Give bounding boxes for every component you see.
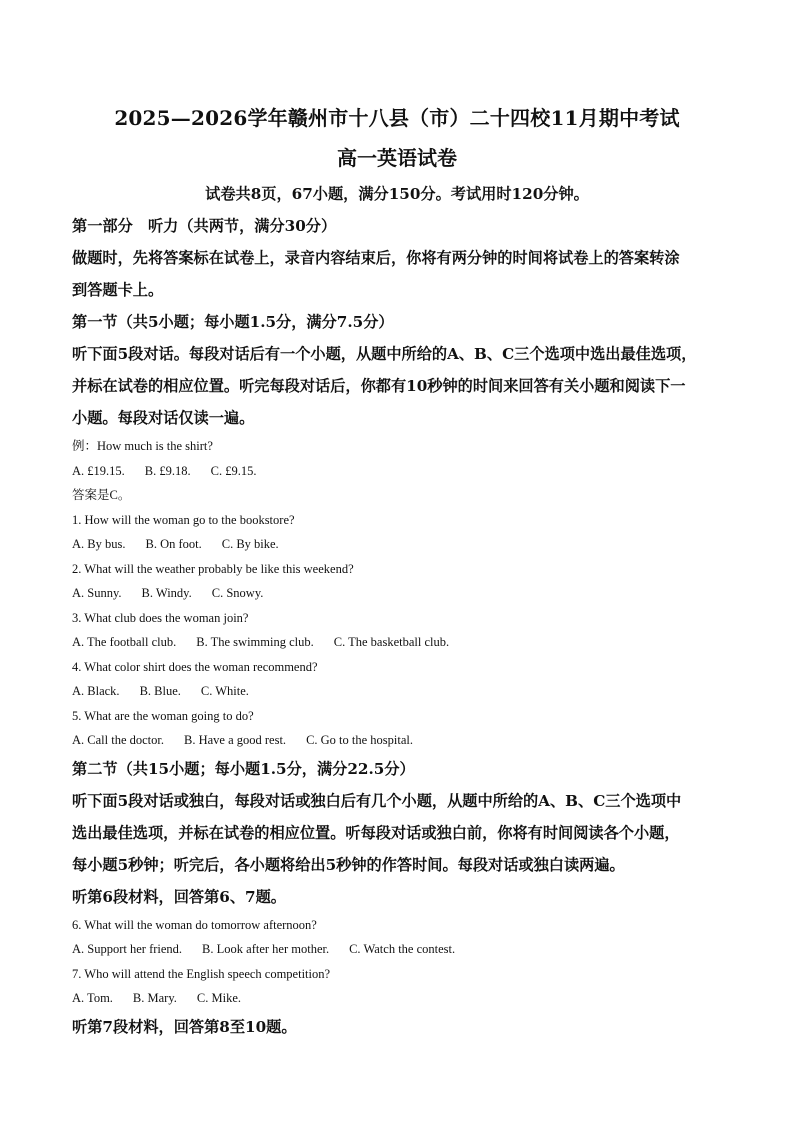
option-b: B. Windy. (141, 586, 192, 600)
question-2-options (72, 581, 722, 606)
option-a: A. By bus. (72, 537, 126, 551)
example-answer: 答案是C。 (72, 488, 131, 502)
option-c: C. Mike. (196, 991, 242, 1005)
exam-subtitle: 高一英语试卷 (337, 146, 457, 170)
option-b: B. Mary. (132, 991, 177, 1005)
option-b: B. Blue. (139, 684, 181, 698)
example-options (72, 459, 722, 484)
section2-heading: 第二节（共15小题；每小题1.5分，满分22.5分） (72, 759, 415, 778)
question-1: 1. How will the woman go to the bookstore? (72, 512, 295, 527)
option-a: A. £19.15. (72, 463, 125, 478)
option-a: A. Black. (72, 684, 120, 698)
option-a: A. Call the doctor. (72, 733, 164, 747)
exam-title: 2025—2026学年赣州市十八县（市）二十四校11月期中考试 (114, 106, 680, 130)
option-c: C. By bike. (221, 537, 279, 551)
question-2: 2. What will the weather probably be like this weekend? (72, 561, 354, 576)
question-4: 4. What color shirt does the woman recommend? (72, 659, 318, 674)
option-a: A. Tom. (72, 991, 113, 1005)
material-7-heading: 听第7段材料，回答第8至10题。 (72, 1017, 297, 1036)
section2-instruction: 选出最佳选项，并标在试卷的相应位置。听每段对话或独白前，你将有时间阅读各个小题， (72, 823, 680, 842)
section2-instruction: 每小题5秒钟；听完后，各小题将给出5秒钟的作答时间。每段对话或独白读两遍。 (72, 855, 625, 874)
material-6-heading: 听第6段材料，回答第6、7题。 (72, 887, 286, 906)
question-3-options (72, 630, 722, 655)
option-c: C. The basketball club. (333, 635, 450, 649)
option-b: B. The swimming club. (196, 635, 314, 649)
part1-heading: 第一部分 听力（共两节，满分30分） (72, 217, 337, 235)
option-c: C. Snowy. (211, 586, 264, 600)
option-b: B. On foot. (145, 537, 202, 551)
option-a: A. Support her friend. (72, 942, 183, 956)
option-a: A. The football club. (72, 635, 177, 649)
question-1-options (72, 532, 722, 557)
option-a: A. Sunny. (72, 586, 122, 600)
part1-instruction: 做题时，先将答案标在试卷上，录音内容结束后，你将有两分钟的时间将试卷上的答案转涂 (72, 249, 680, 267)
part1-instruction: 到答题卡上。 (72, 281, 164, 299)
exam-content (72, 178, 722, 1043)
option-b: B. Look after her mother. (202, 942, 330, 956)
question-5: 5. What are the woman going to do? (72, 708, 254, 723)
question-5-options (72, 728, 722, 753)
section1-instruction: 小题。每段对话仅读一遍。 (72, 409, 255, 427)
exam-intro: 试卷共8页，67小题，满分150分。考试用时120分钟。 (205, 185, 589, 203)
question-4-options (72, 679, 722, 704)
option-c: C. White. (200, 684, 249, 698)
option-b: B. Have a good rest. (184, 733, 287, 747)
example-question: 例：How much is the shirt? (72, 439, 213, 453)
section1-instruction: 听下面5段对话。每段对话后有一个小题，从题中所给的A、B、C三个选项中选出最佳选项， (72, 345, 697, 363)
option-c: C. Watch the contest. (349, 942, 456, 956)
section2-instruction: 听下面5段对话或独白，每段对话或独白后有几个小题，从题中所给的A、B、C三个选项中 (72, 791, 682, 810)
question-7-options (72, 986, 722, 1011)
option-c: C. Go to the hospital. (306, 733, 414, 747)
question-6-options (72, 937, 722, 962)
section1-heading: 第一节（共5小题；每小题1.5分，满分7.5分） (72, 313, 394, 331)
question-6: 6. What will the woman do tomorrow afternoon? (72, 917, 317, 932)
question-3: 3. What club does the woman join? (72, 610, 249, 625)
option-b: B. £9.18. (144, 463, 191, 478)
option-c: C. £9.15. (210, 463, 257, 478)
section1-instruction: 并标在试卷的相应位置。听完每段对话后，你都有10秒钟的时间来回答有关小题和阅读下一 (72, 377, 686, 395)
question-7: 7. Who will attend the English speech competition? (72, 966, 331, 981)
